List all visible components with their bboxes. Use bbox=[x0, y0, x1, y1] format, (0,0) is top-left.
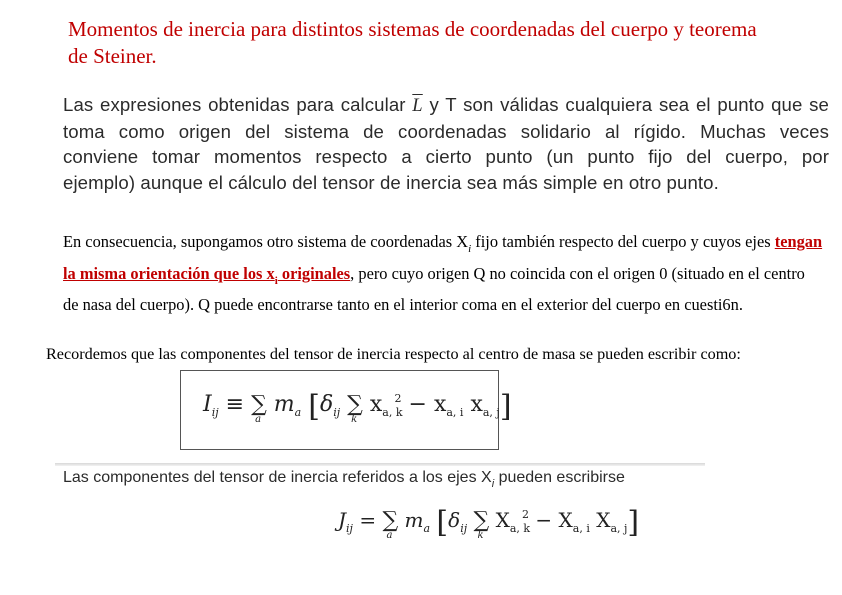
paragraph1-line1: Las expresiones obtenidas para calcular $\overline{L}$ y T son válidas cualquiera sea el punto que se bbox=[63, 94, 829, 116]
translated-inertia-formula: $J_{ij}$ = ∑ a $m_a$ [$\delta_{ij}$ ∑ k $X_{a, k}^2 - X_{a, i}$ $X_{a, j}$] bbox=[338, 505, 640, 541]
paragraph-2: En consecuencia, supongamos otro sistema de coordenadas $X_i$ fijo también respecto del cuerpo y cuyos ejes tengan la misma orientación que los $x_i$ originales, pero cuyo origen Q no coincida con el origen 0 (situado en el centro de nasa del cuerpo). Q puede encontrarse tanto en el interior coma en el exterior del cuerpo en cuesti6n. bbox=[63, 232, 823, 314]
scan-divider bbox=[55, 463, 705, 466]
highlighted-phrase: tengan la misma orientación que los $x_i$ originales bbox=[63, 232, 823, 287]
inertia-tensor-formula: $I_{ij}$ ≡ ∑ a $m_a$ [$\delta_{ij}$ ∑ k $x_{a, k}^2 - x_{a, i}$ $x_{a, j}$] bbox=[203, 389, 512, 425]
scanned-paragraph-4: Las componentes del tensor de inercia referidos a los ejes $X_i$ pueden escribirse bbox=[63, 469, 625, 490]
paragraph-3: Recordemos que las componentes del tensor de inercia respecto al centro de masa se pueden escribir como: bbox=[46, 345, 741, 363]
angular-momentum-symbol: $\overline{L}$ bbox=[412, 95, 423, 116]
slide-title: Momentos de inercia para distintos sistemas de coordenadas del cuerpo y teorema de Steiner. bbox=[68, 17, 757, 68]
inertia-tensor-formula-box bbox=[180, 370, 512, 450]
paragraph1-line2: toma como origen del sistema de coordenadas solidario al rígido. Muchas veces bbox=[63, 120, 829, 142]
scanned-paragraph-1 bbox=[63, 92, 829, 195]
paragraph1-line4: ejemplo) aunque el cálculo del tensor de inercia sea más simple en otro punto. bbox=[63, 171, 719, 193]
paragraph1-line3: conviene tomar momentos respecto a cierto punto (un punto fijo del cuerpo, por bbox=[63, 146, 829, 167]
